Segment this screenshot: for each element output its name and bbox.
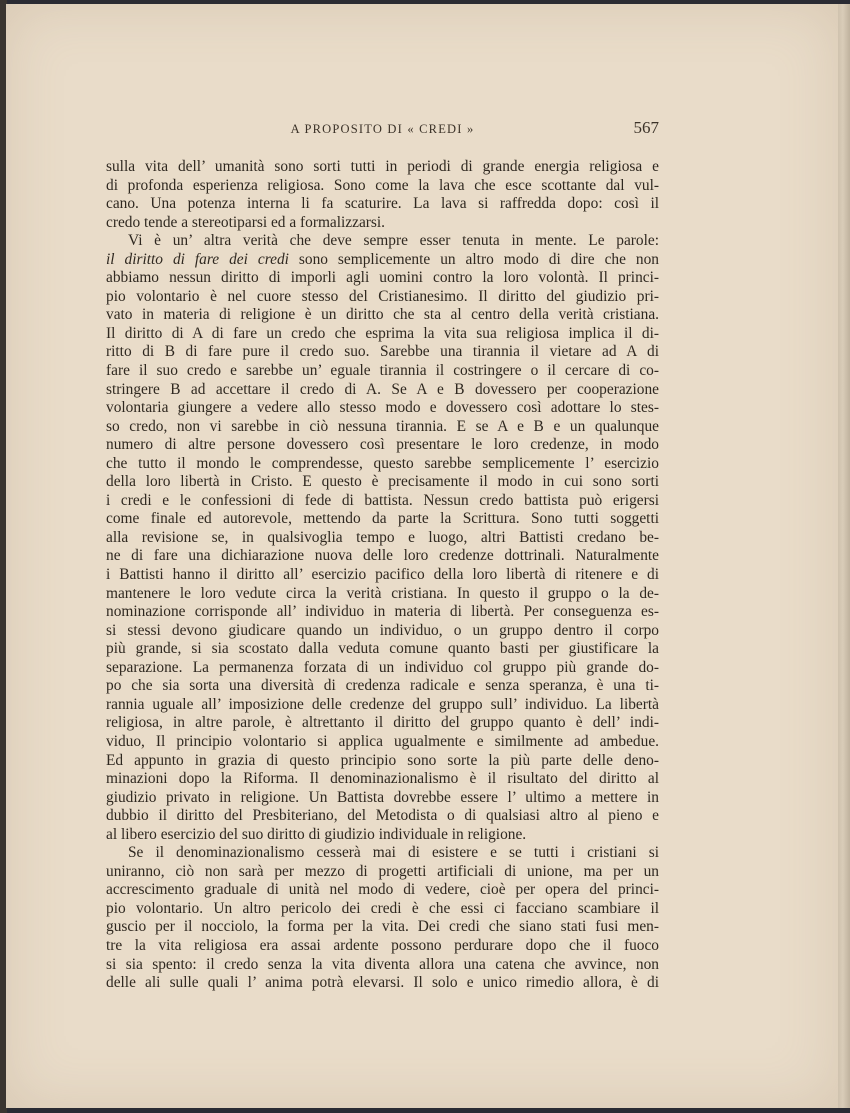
- text-line: so credo, non vi sarebbe in ciò nessuna tirannia. E se A e B e un qualunque: [106, 417, 659, 435]
- text-line: fare il suo credo e sarebbe un’ eguale tirannia il costringere o il cercare di co-: [106, 362, 659, 380]
- paragraph-1: [106, 158, 659, 232]
- text-line: religiosa, in altre parole, è altrettanto il diritto del gruppo quanto è dell’ indi-: [106, 714, 659, 732]
- page-number: 567: [633, 118, 659, 137]
- paragraph-3: [106, 844, 659, 992]
- running-head: [106, 118, 659, 142]
- text-line: credo tende a stereotiparsi ed a formalizzarsi.: [106, 213, 386, 231]
- text-line: ne di fare una dichiarazione nuova delle loro credenze dottrinali. Naturalmente: [106, 547, 659, 565]
- text-line: stringere B ad accettare il credo di A. Se A e B dovessero per cooperazione: [106, 380, 659, 398]
- text-line: di profonda esperienza religiosa. Sono come la lava che esce scottante dal vul-: [106, 176, 659, 194]
- text-line: separazione. La permanenza forzata di un individuo col gruppo più grande do-: [106, 658, 659, 676]
- text-line: ritto di B di fare pure il credo suo. Sarebbe una tirannia il vietare ad A di: [106, 343, 659, 361]
- text-line: rannia uguale all’ imposizione delle credenze del gruppo sull’ individuo. La libertà: [106, 695, 659, 713]
- text-line: pio volontario. Un altro pericolo dei credi è che essi ci facciano scambiare il: [106, 899, 659, 917]
- text-line: dubbio il diritto del Presbiteriano, del Metodista o di qualsiasi altro al pieno e: [106, 807, 659, 825]
- text-line: pio volontario è nel cuore stesso del Cristianesimo. Il diritto del giudizio pri-: [106, 287, 659, 305]
- text-line: al libero esercizio del suo diritto di giudizio individuale in religione.: [106, 825, 527, 843]
- text-line: i Battisti hanno il diritto all’ esercizio pacifico della loro libertà di ritenere e di: [106, 566, 659, 584]
- text-line: minazioni dopo la Riforma. Il denominazionalismo è il risultato del diritto al: [106, 770, 659, 788]
- text-line: numero di altre persone dovessero così presentare le loro credenze, in modo: [106, 436, 659, 454]
- running-title: A PROPOSITO DI « CREDI »: [290, 122, 475, 136]
- italic-phrase: il diritto di fare dei credi: [106, 250, 289, 268]
- text-line: si sia spento: il credo senza la vita diventa allora una catena che avvince, non: [106, 955, 659, 973]
- text-line: alla revisione se, in qualsivoglia tempo e luogo, altri Battisti credano be-: [106, 528, 659, 546]
- text-line: della loro libertà in Cristo. E questo è precisamente il modo in cui sono sorti: [106, 473, 659, 491]
- text-line: Vi è un’ altra verità che deve sempre esser tenuta in mente. Le parole:: [128, 232, 659, 250]
- text-line: volontaria giungere a vedere allo stesso modo e dovessero così adottare lo stes-: [106, 399, 659, 417]
- text-line: uniranno, ciò non sarà per mezzo di progetti artificiali di unione, ma per un: [106, 862, 659, 880]
- text-line: [106, 251, 659, 270]
- text-line: guscio per il nocciolo, la forma per la vita. Dei credi che siano stati fusi men-: [106, 918, 659, 936]
- text-line: si stessi devono giudicare quando un individuo, o un gruppo dentro il corpo: [106, 621, 659, 639]
- text-line: viduo, Il principio volontario si applica ugualmente e similmente ad ambedue.: [106, 732, 659, 750]
- text-line: i credi e le confessioni di fede di battista. Nessun credo battista può erigersi: [106, 491, 659, 509]
- text-line: più grande, si sia scostato dalla veduta comune quanto basti per giustificare la: [106, 640, 659, 658]
- text-line: sulla vita dell’ umanità sono sorti tutti in periodi di grande energia religiosa e: [106, 158, 659, 175]
- text-line: cano. Una potenza interna li fa scaturire. La lava si raffredda dopo: così il: [106, 195, 659, 213]
- text-line: come finale ed autorevole, mettendo da parte la Scrittura. Sono tutti soggetti: [106, 510, 659, 528]
- text-line: Se il denominazionalismo cesserà mai di esistere e se tutti i cristiani si: [128, 844, 659, 862]
- text-line: Il diritto di A di fare un credo che esprima la vita sua religiosa implica il di-: [106, 324, 659, 342]
- text-line: mantenere le loro vedute circa la verità cristiana. In questo il gruppo o la de-: [106, 584, 659, 602]
- text-line: abbiamo nessun diritto di imporli agli uomini contro la loro volontà. Il princi-: [106, 269, 659, 287]
- paragraph-2: [106, 232, 659, 844]
- text-line: Ed appunto in grazia di questo principio sono sorte la più parte delle deno-: [106, 751, 659, 769]
- text-line: accrescimento graduale di unità nel modo di vedere, cioè per opera del princi-: [106, 881, 659, 899]
- text-line: tre la vita religiosa era assai ardente possono perdurare dopo che il fuoco: [106, 936, 659, 954]
- text-line: po che sia sorta una diversità di credenza radicale e senza speranza, è una ti-: [106, 677, 659, 695]
- text-fragment: sono semplicemente un altro modo di dire che non: [288, 250, 659, 268]
- text-line: nominazione corrisponde all’ individuo in materia di libertà. Per conseguenza es-: [106, 603, 659, 621]
- text-line: delle ali sulle quali l’ anima potrà elevarsi. Il solo e unico rimedio allora, è di: [106, 974, 659, 992]
- page-fore-edge: [838, 4, 850, 1108]
- text-line: che tutto il mondo le comprendesse, questo sarebbe semplicemente l’ esercizio: [106, 454, 659, 472]
- text-line: giudizio privato in religione. Un Battista dovrebbe essere l’ ultimo a mettere in: [106, 788, 659, 806]
- body-text: [106, 158, 659, 993]
- text-line: vato in materia di religione è un diritto che sta al centro della verità cristiana.: [106, 306, 659, 324]
